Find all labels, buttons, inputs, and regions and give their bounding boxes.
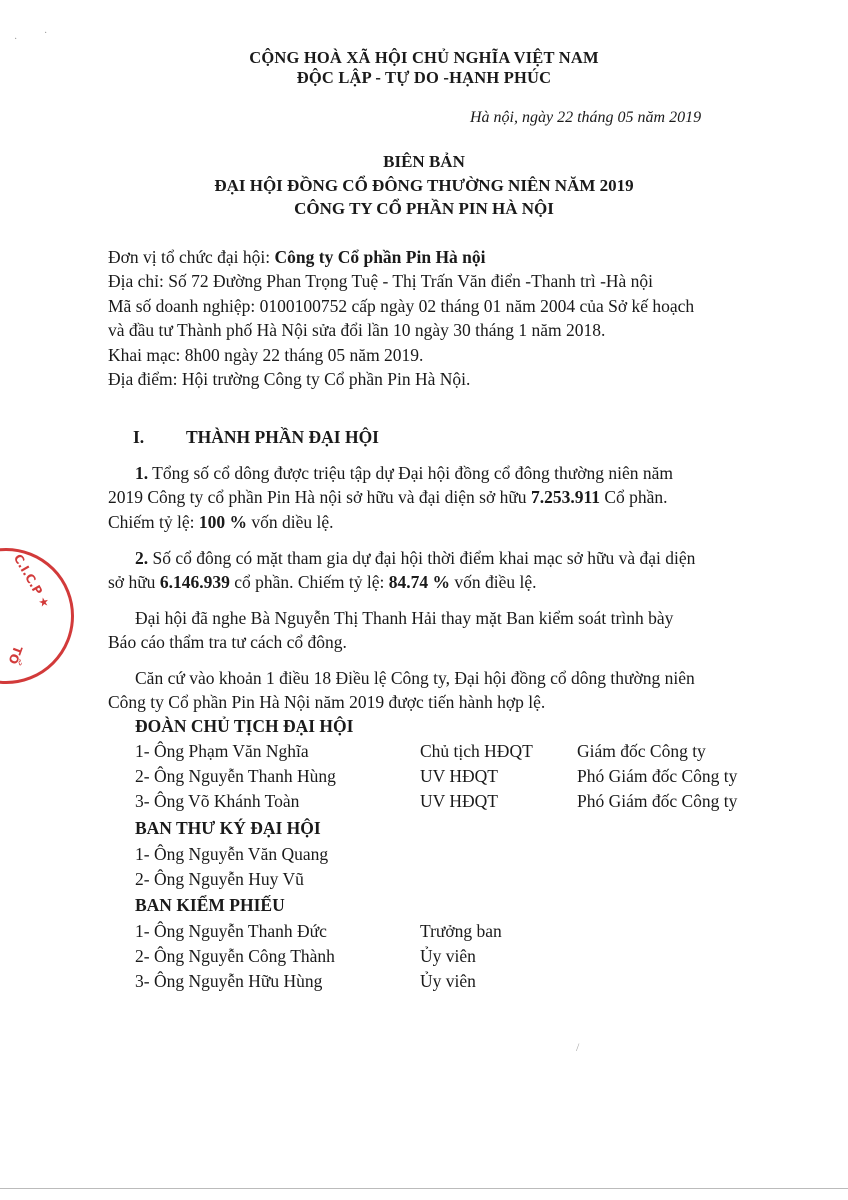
para2-line1 <box>135 548 695 569</box>
para1-line1 <box>135 463 757 484</box>
para4-line2: Công ty Cổ phần Pin Hà Nội năm 2019 được tiến hành hợp lệ. <box>108 692 546 712</box>
presidium-member-role: UV HĐQT <box>420 766 498 786</box>
scan-speck: · <box>14 34 18 45</box>
presidium-member-name: 2- Ông Nguyễn Thanh Hùng <box>135 766 336 786</box>
para1-text: Cổ phần. <box>599 487 668 507</box>
pen-mark: / <box>576 1040 580 1054</box>
para1-text: 2019 Công ty cổ phần Pin Hà nội sở hữu và đại diện sở hữu <box>108 487 531 507</box>
vote-counting-member-role: Ủy viên <box>420 946 476 966</box>
address-line: Địa chỉ: Số 72 Đường Phan Trọng Tuệ - Thị Trấn Văn điển -Thanh trì -Hà nội <box>108 271 654 291</box>
section-title: THÀNH PHẦN ĐẠI HỘI <box>186 427 379 447</box>
para1-line3 <box>108 512 334 533</box>
para2-text: sở hữu <box>108 572 160 592</box>
vote-counting-member-name: 1- Ông Nguyễn Thanh Đức <box>135 921 327 941</box>
national-header-line2: ĐỘC LẬP - TỰ DO -HẠNH PHÚC <box>296 68 552 87</box>
tax-code-line1: Mã số doanh nghiệp: 0100100752 cấp ngày 02 tháng 01 năm 2004 của Sở kế hoạch <box>108 296 695 316</box>
para2-text: Số cổ đông có mặt tham gia dự đại hội thời điểm khai mạc sở hữu và đại diện <box>148 548 696 568</box>
presidium-heading: ĐOÀN CHỦ TỊCH ĐẠI HỘI <box>135 716 354 736</box>
secretariat-member-name: 2- Ông Nguyễn Huy Vũ <box>135 869 304 889</box>
organizer-line <box>108 247 486 268</box>
seal-text: TỔ <box>5 643 25 667</box>
para2-text: vốn điều lệ. <box>450 572 537 592</box>
company-title: CÔNG TY CỔ PHẦN PIN HÀ NỘI <box>294 199 554 218</box>
presidium-member-position: Phó Giám đốc Công ty <box>577 791 738 811</box>
present-percent: 84.74 % <box>388 572 450 592</box>
scan-speck: · <box>44 28 48 39</box>
presidium-member-position: Giám đốc Công ty <box>577 741 706 761</box>
presidium-member-name: 3- Ông Võ Khánh Toàn <box>135 791 300 811</box>
section-number: I. <box>133 427 145 447</box>
total-percent: 100 % <box>198 512 248 532</box>
vote-counting-member-role: Ủy viên <box>420 971 476 991</box>
presidium-member-role: Chủ tịch HĐQT <box>420 741 533 761</box>
para1-line2 <box>108 487 668 508</box>
secretariat-heading: BAN THƯ KÝ ĐẠI HỘI <box>135 818 321 838</box>
para3-line2: Báo cáo thẩm tra tư cách cổ đông. <box>108 632 347 652</box>
vote-counting-member-name: 2- Ông Nguyễn Công Thành <box>135 946 335 966</box>
para4-line1: Căn cứ vào khoản 1 điều 18 Điều lệ Công ty, Đại hội đồng cổ dông thường niên <box>135 668 695 688</box>
presidium-member-position: Phó Giám đốc Công ty <box>577 766 738 786</box>
para1-number: 1. <box>135 463 149 483</box>
opening-line: Khai mạc: 8h00 ngày 22 tháng 05 năm 2019. <box>108 345 424 365</box>
organizer-label: Đơn vị tổ chức đại hội: <box>108 247 275 267</box>
seal-text: C.I.C.P ★ <box>10 551 53 611</box>
presidium-member-role: UV HĐQT <box>420 791 498 811</box>
scan-edge-line <box>0 1188 848 1189</box>
document-subtitle: ĐẠI HỘI ĐỒNG CỔ ĐÔNG THƯỜNG NIÊN NĂM 2019 <box>214 176 634 195</box>
para3-line1: Đại hội đã nghe Bà Nguyễn Thị Thanh Hải thay mặt Ban kiểm soát trình bày <box>135 608 674 628</box>
secretariat-member-name: 1- Ông Nguyễn Văn Quang <box>135 844 329 864</box>
tax-code-line2: và đầu tư Thành phố Hà Nội sửa đổi lần 10 ngày 30 tháng 1 năm 2018. <box>108 320 606 340</box>
para2-line2 <box>108 572 537 593</box>
document-title: BIÊN BẢN <box>383 152 465 171</box>
national-header-line1: CỘNG HOÀ XÃ HỘI CHỦ NGHĨA VIỆT NAM <box>249 48 599 67</box>
presidium-member-name: 1- Ông Phạm Văn Nghĩa <box>135 741 309 761</box>
para2-number: 2. <box>135 548 149 568</box>
vote-counting-member-name: 3- Ông Nguyễn Hữu Hùng <box>135 971 323 991</box>
total-shares: 7.253.911 <box>530 487 600 507</box>
present-shares: 6.146.939 <box>159 572 230 592</box>
para1-text: vốn diều lệ. <box>247 512 334 532</box>
para2-text: cổ phần. Chiếm tỷ lệ: <box>229 572 389 592</box>
para1-text: Chiếm tỷ lệ: <box>108 512 199 532</box>
vote-counting-heading: BAN KIỂM PHIẾU <box>135 895 285 915</box>
vote-counting-member-role: Trưởng ban <box>420 921 502 941</box>
para1-text: Tổng số cổ dông được triệu tập dự Đại hội đồng cổ đông thường niên năm <box>148 463 674 483</box>
organizer-value: Công ty Cổ phần Pin Hà nội <box>274 247 486 267</box>
document-date: Hà nội, ngày 22 tháng 05 năm 2019 <box>470 109 702 126</box>
venue-line: Địa điểm: Hội trường Công ty Cổ phần Pin Hà Nội. <box>108 369 471 389</box>
